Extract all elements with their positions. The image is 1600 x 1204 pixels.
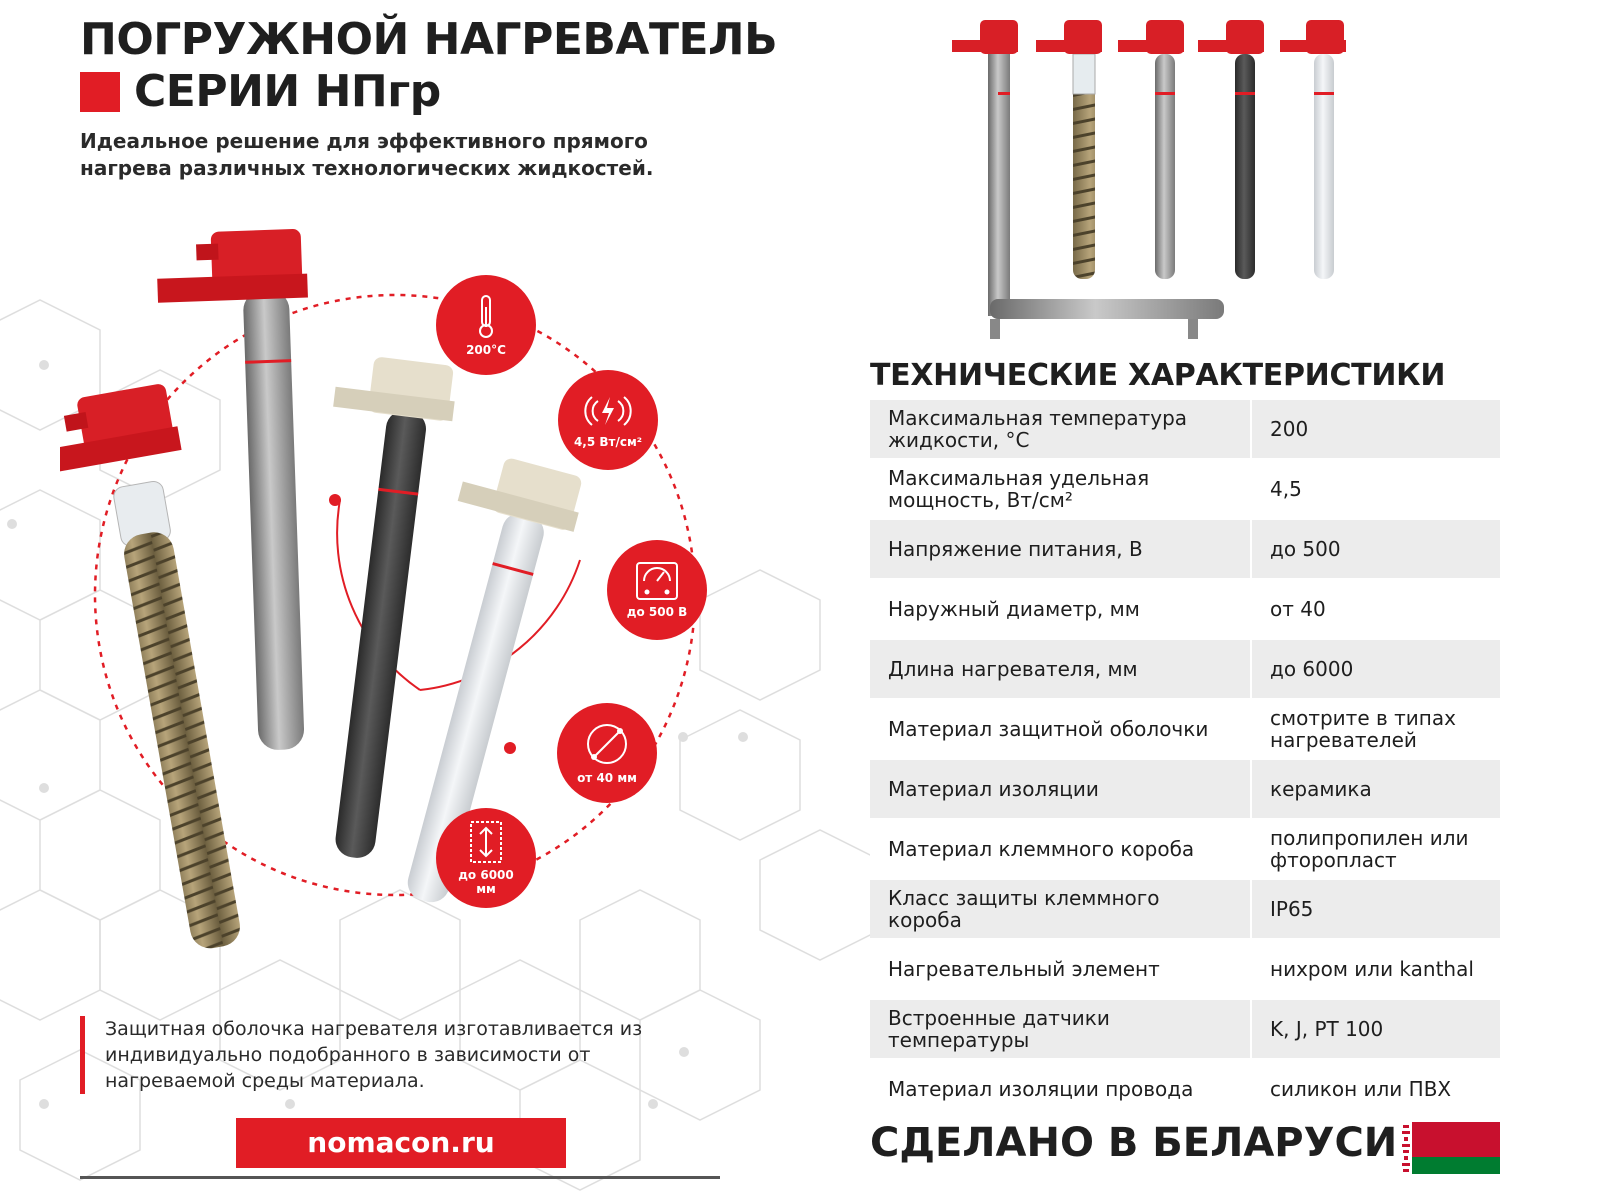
table-row <box>870 879 1500 939</box>
feature-badge-temperature <box>436 275 536 375</box>
spec-value: 200 <box>1251 400 1500 459</box>
spec-name: Встроенные датчики температуры <box>870 999 1251 1059</box>
diameter-icon <box>584 721 630 767</box>
spec-value: полипропилен или фторопласт <box>1251 819 1500 879</box>
feature-badge-diameter <box>557 703 657 803</box>
title-line-2: СЕРИИ НПгр <box>134 66 441 117</box>
table-row <box>870 939 1500 999</box>
spec-name: Материал клеммного короба <box>870 819 1251 879</box>
spec-name: Материал изоляции провода <box>870 1059 1251 1119</box>
red-square-marker <box>80 72 120 112</box>
feature-label-voltage: до 500 В <box>626 605 688 619</box>
spec-value: от 40 <box>1251 579 1500 639</box>
feature-label-temperature: 200°C <box>466 343 506 357</box>
feature-label-length: до 6000 мм <box>458 868 514 896</box>
table-row <box>870 579 1500 639</box>
spec-name: Длина нагревателя, мм <box>870 639 1251 699</box>
power-density-icon <box>582 391 634 431</box>
specs-table <box>870 400 1500 1120</box>
spec-value: керамика <box>1251 759 1500 819</box>
spec-value: до 6000 <box>1251 639 1500 699</box>
website-banner[interactable]: nomacon.ru <box>236 1118 566 1168</box>
feature-label-diameter: от 40 мм <box>577 771 637 785</box>
spec-value: смотрите в типах нагревателей <box>1251 699 1500 759</box>
page-title <box>80 14 777 118</box>
feature-badge-power <box>558 370 658 470</box>
subtitle: Идеальное решение для эффективного прямого нагрева различных технологических жидкостей. <box>80 129 654 180</box>
table-row <box>870 819 1500 879</box>
title-line-2-wrap <box>80 66 777 118</box>
feature-badge-voltage <box>607 540 707 640</box>
spec-value: IP65 <box>1251 879 1500 939</box>
heaters-lineup-illustration <box>950 14 1370 344</box>
feature-badge-length <box>436 808 536 908</box>
table-row <box>870 1059 1500 1119</box>
specs-title: ТЕХНИЧЕСКИЕ ХАРАКТЕРИСТИКИ <box>870 358 1446 393</box>
belarus-flag-icon <box>1400 1122 1500 1174</box>
table-row <box>870 400 1500 459</box>
spec-name: Напряжение питания, В <box>870 519 1251 579</box>
sheath-note: Защитная оболочка нагревателя изготавливается из индивидуально подобранного в зависимости от нагреваемой среды материала. <box>80 1016 705 1094</box>
spec-name: Класс защиты клеммного короба <box>870 879 1251 939</box>
spec-name: Материал изоляции <box>870 759 1251 819</box>
spec-name: Максимальная температура жидкости, °С <box>870 400 1251 459</box>
voltmeter-icon <box>635 561 679 601</box>
thermometer-icon <box>471 293 501 339</box>
spec-value: до 500 <box>1251 519 1500 579</box>
spec-name: Наружный диаметр, мм <box>870 579 1251 639</box>
made-in-belarus: СДЕЛАНО В БЕЛАРУСИ <box>870 1120 1398 1166</box>
spec-value: силикон или ПВХ <box>1251 1059 1500 1119</box>
table-row <box>870 759 1500 819</box>
spec-name: Максимальная удельная мощность, Вт/см² <box>870 459 1251 519</box>
table-row <box>870 999 1500 1059</box>
length-icon <box>469 820 503 864</box>
spec-name: Материал защитной оболочки <box>870 699 1251 759</box>
spec-value: 4,5 <box>1251 459 1500 519</box>
table-row <box>870 699 1500 759</box>
bottom-divider <box>80 1176 720 1179</box>
spec-name: Нагревательный элемент <box>870 939 1251 999</box>
title-line-1: ПОГРУЖНОЙ НАГРЕВАТЕЛЬ <box>80 14 778 65</box>
table-row <box>870 639 1500 699</box>
table-row <box>870 459 1500 519</box>
table-row <box>870 519 1500 579</box>
spec-value: K, J, PT 100 <box>1251 999 1500 1059</box>
feature-label-power: 4,5 Вт/см² <box>573 435 643 449</box>
spec-value: нихром или kanthal <box>1251 939 1500 999</box>
